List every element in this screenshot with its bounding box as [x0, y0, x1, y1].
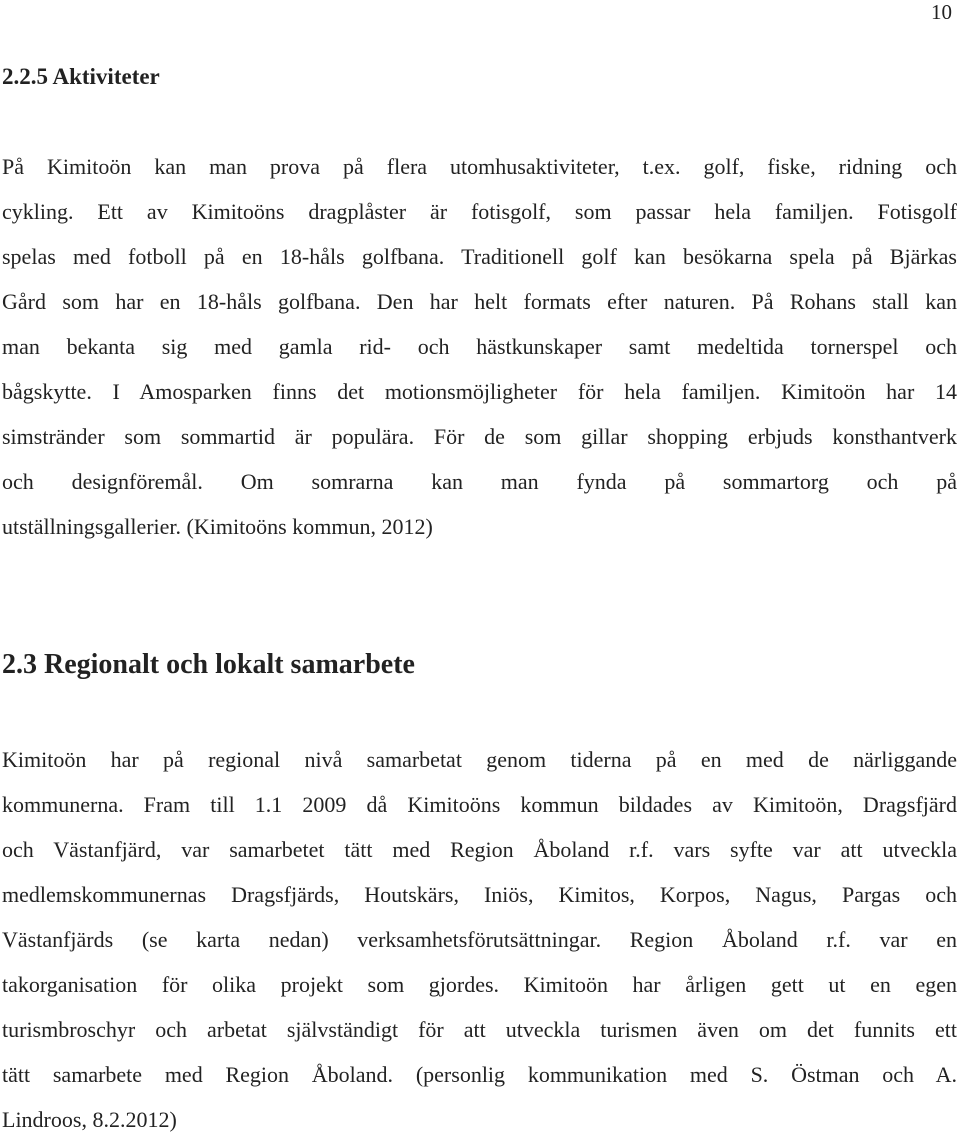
- text-line: Västanfjärds (se karta nedan) verksamhetsförutsättningar. Region Åboland r.f. var en: [2, 927, 957, 952]
- text-line: Kimitoön har på regional nivå samarbetat genom tiderna på en med de närliggande: [2, 747, 957, 772]
- heading-regional-cooperation: 2.3 Regionalt och lokalt samarbete: [2, 649, 415, 680]
- text-line: och designföremål. Om somrarna kan man fynda på sommartorg och på: [2, 469, 957, 494]
- text-line: utställningsgallerier. (Kimitoöns kommun, 2012): [2, 514, 433, 539]
- text-line: tätt samarbete med Region Åboland. (personlig kommunikation med S. Östman och A.: [2, 1062, 957, 1087]
- text-line: kommunerna. Fram till 1.1 2009 då Kimitoöns kommun bildades av Kimitoön, Dragsfjärd: [2, 792, 957, 817]
- text-line: turismbroschyr och arbetat självständigt för att utveckla turismen även om det funnits ett: [2, 1017, 957, 1042]
- text-line: cykling. Ett av Kimitoöns dragplåster är fotisgolf, som passar hela familjen. Fotisgolf: [2, 199, 957, 224]
- text-line: man bekanta sig med gamla rid- och hästkunskaper samt medeltida tornerspel och: [2, 334, 957, 359]
- heading-activities: 2.2.5 Aktiviteter: [2, 64, 160, 89]
- text-line: På Kimitoön kan man prova på flera utomhusaktiviteter, t.ex. golf, fiske, ridning och: [2, 154, 957, 179]
- paragraph-regional-cooperation: [2, 737, 957, 1142]
- text-line: simstränder som sommartid är populära. För de som gillar shopping erbjuds konsthantverk: [2, 424, 957, 449]
- text-line: bågskytte. I Amosparken finns det motionsmöjligheter för hela familjen. Kimitoön har 14: [2, 379, 957, 404]
- text-line: takorganisation för olika projekt som gjordes. Kimitoön har årligen gett ut en egen: [2, 972, 957, 997]
- text-line: Gård som har en 18-håls golfbana. Den har helt formats efter naturen. På Rohans stall kan: [2, 289, 957, 314]
- text-line: och Västanfjärd, var samarbetet tätt med Region Åboland r.f. vars syfte var att utveckla: [2, 837, 957, 862]
- text-line: medlemskommunernas Dragsfjärds, Houtskärs, Iniös, Kimitos, Korpos, Nagus, Pargas och: [2, 882, 957, 907]
- page-number: 10: [931, 0, 952, 24]
- text-line: spelas med fotboll på en 18-håls golfbana. Traditionell golf kan besökarna spela på Bjärkas: [2, 244, 957, 269]
- paragraph-activities: [2, 144, 957, 549]
- text-line: Lindroos, 8.2.2012): [2, 1107, 177, 1132]
